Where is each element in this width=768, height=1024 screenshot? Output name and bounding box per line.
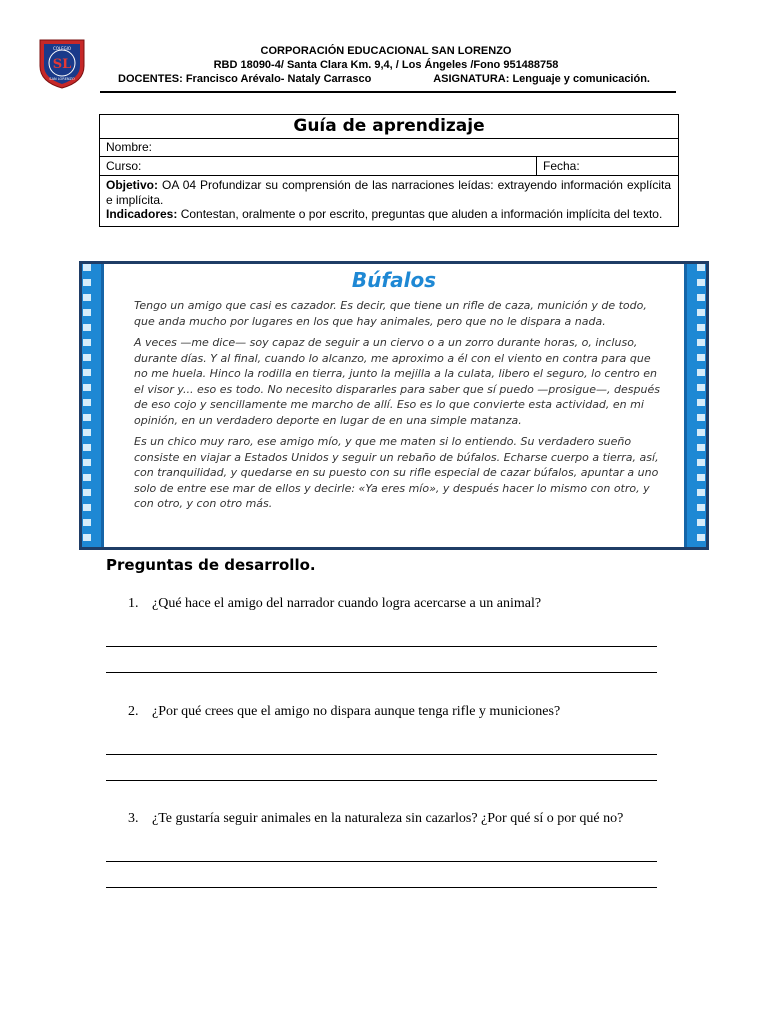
question-text: ¿Qué hace el amigo del narrador cuando logra acercarse a un animal?	[152, 596, 542, 611]
course-field[interactable]	[100, 157, 537, 175]
story-text	[134, 298, 666, 518]
document-header	[100, 44, 672, 86]
indicators-line	[106, 207, 671, 222]
objective-text: OA 04 Profundizar su comprensión de las narraciones leídas: extrayendo información explícita e implícita.	[106, 178, 671, 207]
school-crest-icon	[36, 36, 88, 90]
question-number: 1.	[128, 596, 139, 611]
date-field[interactable]	[537, 157, 580, 175]
questions-heading: Preguntas de desarrollo.	[106, 556, 316, 574]
objective-line	[106, 178, 671, 207]
question-1	[128, 596, 541, 612]
film-strip-right	[684, 264, 706, 547]
teachers-label: DOCENTES: Francisco Arévalo- Nataly Carrasco	[118, 73, 372, 85]
objective-label: Objetivo:	[106, 178, 159, 192]
question-text: ¿Te gustaría seguir animales en la naturaleza sin cazarlos? ¿Por qué sí o por qué no?	[152, 811, 624, 826]
guide-title: Guía de aprendizaje	[100, 115, 678, 139]
course-label: Curso:	[106, 159, 142, 173]
story-title: Búfalos	[351, 268, 437, 292]
name-field[interactable]	[100, 139, 678, 157]
header-divider	[100, 91, 676, 93]
question-3	[128, 811, 623, 827]
story-box	[79, 261, 709, 550]
logo-bottom-text: SAN LORENZO	[49, 77, 75, 81]
indicators-label: Indicadores:	[106, 207, 178, 221]
story-paragraph: Tengo un amigo que casi es cazador. Es decir, que tiene un rifle de caza, munición y de todo, que anda mucho por lugares en los que hay animales, pero que no le dispara a nada.	[134, 299, 647, 328]
institution-address: RBD 18090-4/ Santa Clara Km. 9,4, / Los Ángeles /Fono 951488758	[213, 59, 559, 71]
story-paragraph: Es un chico muy raro, ese amigo mío, y que me maten si lo entiendo. Su verdadero sueño consiste en viajar a Estados Unidos y seguir un rebaño de búfalos. Echarse cuerpo a tierra, así, con tranquilidad, y quedarse en su puesto con su rifle especial de cazar búfalos, apuntar a uno solo de entre ese mar de ellos y decirle: «Ya eres mío», y después hacer lo mismo con otro, y con otro, y con otro más.	[134, 435, 659, 510]
film-strip-left	[82, 264, 104, 547]
answer-line[interactable]	[106, 887, 657, 888]
logo-top-text: COLEGIO	[52, 46, 72, 51]
answer-line[interactable]	[106, 646, 657, 647]
header-meta-row	[100, 72, 672, 86]
question-2	[128, 704, 560, 720]
date-label: Fecha:	[543, 159, 580, 173]
course-date-row	[100, 157, 678, 176]
objectives-block	[100, 176, 678, 226]
question-number: 2.	[128, 704, 139, 719]
story-paragraph: A veces —me dice— soy capaz de seguir a un ciervo o a un zorro durante horas, o, incluso, durante días. Y al final, cuando lo alcanzo, me aproximo a él con el viento en contra para que no me huela. Hinco la rodilla en tierra, junto la mejilla a la culata, libero el seguro, lo centro en el visor y... eso es todo. No necesito dispararles para saber que sí puedo —prosigue—, después de eso cojo y sencillamente me marcho de allí. Eso es lo que convierte esta actividad, en mi opinión, en un verdadero deporte en lugar de en una simple matanza.	[134, 336, 660, 427]
subject-label: ASIGNATURA: Lenguaje y comunicación.	[433, 73, 650, 85]
answer-line[interactable]	[106, 754, 657, 755]
guide-info-table	[99, 114, 679, 227]
answer-line[interactable]	[106, 672, 657, 673]
institution-name: CORPORACIÓN EDUCACIONAL SAN LORENZO	[260, 45, 512, 57]
logo-initials: SL	[52, 57, 72, 72]
name-label: Nombre:	[106, 140, 153, 154]
indicators-text: Contestan, oralmente o por escrito, preguntas que aluden a información implícita del texto.	[177, 207, 663, 221]
answer-line[interactable]	[106, 861, 657, 862]
question-text: ¿Por qué crees que el amigo no dispara aunque tenga rifle y municiones?	[152, 704, 561, 719]
question-number: 3.	[128, 811, 139, 826]
answer-line[interactable]	[106, 780, 657, 781]
school-logo	[36, 36, 88, 90]
